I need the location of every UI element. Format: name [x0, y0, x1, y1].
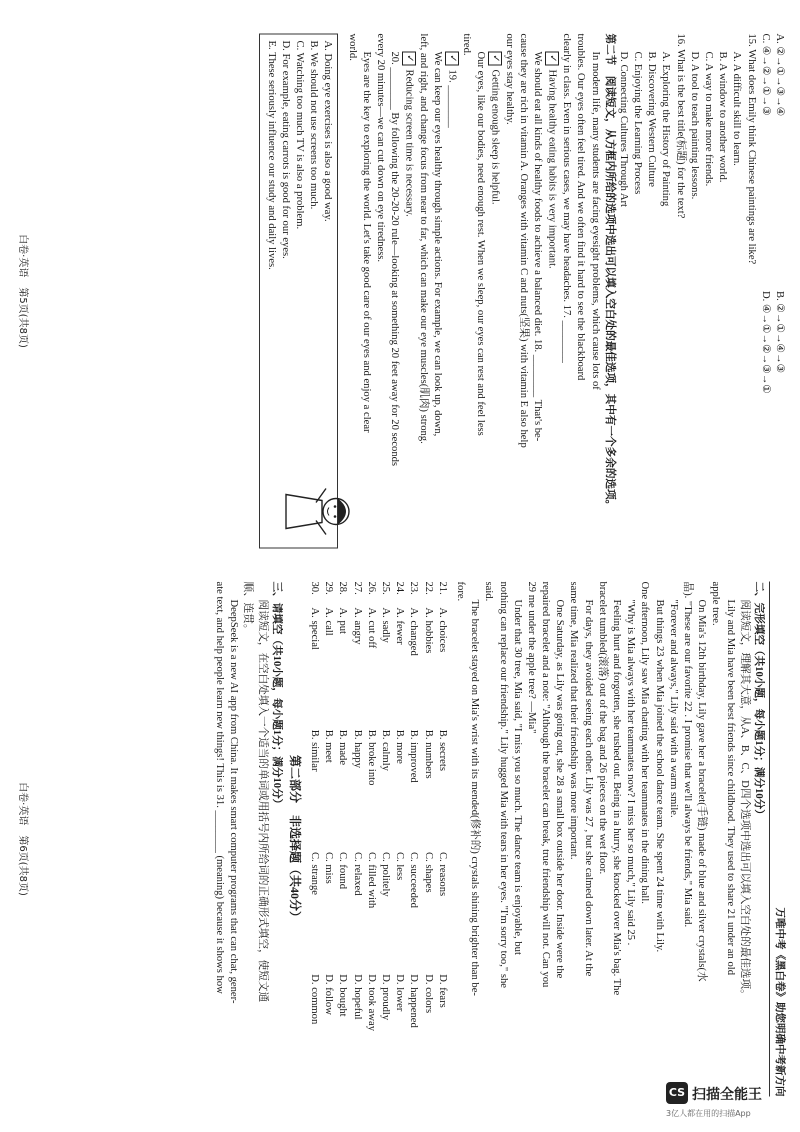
passage-line: We can keep our eyes healthy through simple actions. For example, we can look up, down,: [432, 51, 444, 437]
question-21-options: [435, 582, 449, 1097]
option-a[interactable]: A. special: [309, 607, 321, 650]
passage-line: One Saturday, as Lily was going out, she 28 a small box outside her door. Inside were the: [554, 599, 566, 979]
part-2-heading: 二、完形填空（共10小题，每小题1分；满分10分）: [752, 581, 764, 820]
box-option-c[interactable]: C. Watching too much TV is also a problem.: [294, 40, 306, 230]
option-a[interactable]: A. choices: [436, 607, 448, 653]
question-25-options: [378, 582, 392, 1097]
option-d[interactable]: D. happened: [408, 974, 420, 1028]
option-c[interactable]: C. filled with: [365, 852, 377, 909]
option-d[interactable]: D. follow: [323, 974, 335, 1015]
passage-line: every 20 minutes—we can cut down on eye tiredness.: [375, 33, 386, 263]
option-b[interactable]: B. happy: [351, 729, 363, 769]
passage-line: left, and right, and change focus from near to far, which can make our eye muscles(肌肉) strong.: [418, 33, 429, 444]
passage-line: In modern life, many students are facing eyesight problems, which cause lots of: [589, 51, 601, 390]
q15-stem: 15. What does Emily think Chinese paintings are like?: [745, 33, 757, 265]
option-c[interactable]: C. succeeded: [408, 852, 420, 908]
option-box: [260, 34, 339, 549]
passage-line: nothing can replace our friendship." Lily hugged Mia with tears in her eyes. "I'm sorry too," she: [497, 581, 509, 988]
option-b[interactable]: B. numbers: [422, 729, 434, 779]
cloze-passage: [453, 582, 737, 1097]
option-a[interactable]: A. call: [323, 607, 335, 636]
part-3-instructions: 阅读短文，在空白处填入一个适当的单词或用括号内所给词的正确形式填空，使短文通: [256, 599, 268, 1003]
option-b[interactable]: B. meet: [323, 729, 335, 763]
q16-option-d[interactable]: D. Connecting Cultures Through Art: [617, 51, 629, 207]
passage-line: fore.: [455, 581, 466, 602]
passage-line: bracelet tumbled(滚落) out of the bag and 26 pieces on the wet floor.: [596, 581, 608, 875]
option-c[interactable]: C. relaxed: [351, 852, 363, 896]
question-22-options: [420, 582, 434, 1097]
part-title: 第二部分 非选择题（共40分）: [287, 754, 302, 923]
option-c[interactable]: C. found: [337, 852, 349, 890]
scanner-logo-icon: CS: [666, 1082, 688, 1104]
passage-line: Under that 30 tree, Mia said, "I miss you so much. The dance team is enjoyable, but: [511, 599, 523, 955]
question-number: 24.: [394, 581, 406, 595]
passage-line: 29 me under the apple tree? —Mia": [525, 581, 537, 734]
page-footer: 白卷·英语 第6页(共8页): [17, 782, 29, 896]
question-29-options: [321, 582, 335, 1097]
q16-option-b[interactable]: B. Discovering Western Culture: [646, 51, 658, 187]
passage-line: apple tree.: [710, 581, 722, 626]
option-b[interactable]: B. similar: [309, 729, 321, 772]
check-icon: ✓: [488, 52, 502, 66]
cloze-options: [307, 582, 449, 1097]
option-b[interactable]: B. calmly: [380, 729, 392, 771]
option-a[interactable]: A. sadly: [380, 607, 392, 643]
passage-line: For days, they avoided seeing each other. Lily was 27 , but she calmed down later. At the: [582, 599, 594, 977]
passage-line: 20. ________ By following the 20-20-20 rule—looking at something 20 feet away for 20 seconds: [389, 51, 401, 467]
box-option-d[interactable]: D. For example, eating carrots is good for our eyes.: [279, 40, 291, 259]
option-d[interactable]: D. fears: [436, 974, 448, 1008]
passage-line: Eyes are the key to exploring the world. Let's take good care of our eyes and enjoy a clear: [360, 51, 372, 433]
question-28-options: [335, 582, 349, 1097]
option-a[interactable]: A. hobbies: [422, 607, 434, 654]
part-3-instructions: 顺、连贯。: [242, 581, 254, 635]
page-footer: 白卷·英语 第5页(共8页): [17, 234, 29, 348]
option-c[interactable]: C. politely: [380, 852, 392, 897]
option-d[interactable]: D. hopeful: [351, 974, 363, 1020]
passage-line: We should eat all kinds of healthy foods to achieve a balanced diet. 18. ________ That's be-: [532, 51, 544, 442]
part-3-heading: 三、请填空（共10小题，每小题1分；满分10分）: [270, 581, 282, 810]
option-a[interactable]: A. fewer: [394, 607, 406, 645]
q14-options: [758, 34, 786, 549]
subheading-eating: ✓Having healthy eating habits is very important.: [544, 34, 559, 549]
subheading-19[interactable]: ✓19. ________: [444, 34, 459, 549]
page-6: [0, 568, 800, 1113]
passage-line: Our eyes, like our bodies, need enough rest. When we sleep, our eyes can rest and feel less: [475, 51, 487, 436]
passage-line: The bracelet stayed on Mia's wrist with its mended(修补的) crystals shining brighter than be-: [469, 599, 481, 996]
passage-line: "Forever and always," Lily said with a warm smile.: [667, 599, 679, 818]
passage-line: world.: [346, 33, 358, 61]
passage-line: On Mia's 12th birthday, Lily gave her a bracelet(手链) made of blue and silver crystals(水: [696, 599, 708, 982]
q14-option-d[interactable]: D. ④→①→②→③→①: [759, 291, 771, 394]
passage-line: ate text, and help people learn new things! This is 31. ________ (meaning) because it shows how: [214, 581, 226, 994]
check-icon: ✓: [445, 52, 459, 66]
option-b[interactable]: B. improved: [408, 729, 420, 783]
scanner-logo-name: 扫描全能王: [692, 1087, 762, 1103]
question-26-options: [364, 582, 378, 1097]
passage-line: DeepSeek is a new AI app from China. It makes smart computer programs that can chat, gener-: [228, 599, 240, 1004]
passage-line: clearly in class. Even in serious cases, we may have headaches. 17. ________: [561, 33, 573, 363]
option-a[interactable]: A. changed: [408, 607, 420, 656]
passage-line: our eyes stay healthy.: [504, 33, 515, 125]
box-option-e[interactable]: E. These seriously influence our study and daily lives.: [265, 40, 277, 270]
option-c[interactable]: C. strange: [309, 852, 321, 895]
passage-line: tired.: [461, 33, 472, 56]
passage-line: same time, Mia realized that their friendship was more important.: [568, 581, 580, 860]
question-number: 29.: [323, 581, 335, 595]
passage-line: Lily and Mia have been best friends since childhood. They used to share 21 under an old: [724, 599, 736, 975]
passage-line: troubles. Our eyes often feel tired. And we often find it hard to see the blackboard: [575, 33, 587, 381]
subheading-screen: ✓Reducing screen time is necessary.: [401, 34, 416, 549]
q14-option-c[interactable]: C. ④→②→①→③: [759, 33, 771, 116]
passage-line: cause they are rich in vitamin A. Oranges with vitamin C and nuts(坚果) with vitamin E also help: [518, 33, 530, 448]
passage-line: said.: [483, 581, 495, 602]
q15-option-a[interactable]: A. A difficult skill to learn.: [731, 51, 743, 166]
option-c[interactable]: C. miss: [323, 852, 335, 884]
question-27-options: [350, 582, 364, 1097]
page-header: 万唯中考《黑白卷》助您明确中考新方向: [769, 582, 786, 1097]
option-a[interactable]: A. angry: [351, 607, 363, 645]
option-d[interactable]: D. took away: [365, 974, 377, 1032]
scanner-logo: [666, 1082, 786, 1122]
part-2-instructions: 阅读短文，理解其大意，从A、B、C、D四个选项中选出可以填入空白处的最佳选项。: [738, 599, 750, 1000]
option-d[interactable]: D. colors: [422, 974, 434, 1014]
question-number: 25.: [380, 581, 392, 595]
q14-option-a[interactable]: A. ②→①→③→④: [774, 33, 785, 117]
q15-option-b[interactable]: B. A window to another world.: [717, 51, 729, 183]
option-d[interactable]: D. proudly: [380, 974, 392, 1021]
option-b[interactable]: B. made: [337, 729, 349, 766]
option-a[interactable]: A. cut off: [365, 607, 377, 649]
q14-option-b[interactable]: B. ②→①→④→③: [774, 291, 785, 374]
option-d[interactable]: D. common: [309, 974, 321, 1025]
page-5: [0, 20, 800, 565]
option-c[interactable]: C. reasons: [436, 852, 448, 897]
question-number: 28.: [337, 581, 349, 595]
option-a[interactable]: A. put: [337, 607, 349, 634]
passage-line: One afternoon, Lily saw Mia chatting with her teammates in the dining hall.: [639, 581, 651, 904]
question-number: 27.: [351, 581, 363, 595]
passage-line: repaired bracelet and a note: "Although the bracelet can break, true friendship will not. Can you: [540, 581, 552, 988]
girl-illustration: [282, 481, 356, 543]
scanner-logo-tagline: 3亿人都在用的扫描App: [666, 1109, 751, 1118]
subheading-sleep: ✓Getting enough sleep is helpful.: [487, 34, 502, 549]
option-d[interactable]: D. bought: [337, 974, 349, 1017]
q16-option-a[interactable]: A. Exploring the History of Painting: [660, 51, 672, 207]
option-b[interactable]: B. more: [394, 729, 406, 764]
check-icon: ✓: [402, 52, 416, 66]
option-b[interactable]: B. secrets: [436, 729, 448, 771]
passage-line: Feeling hurt and forgotten, she rushed out. Being in a hurry, she knocked over Mia's bag. The: [611, 599, 623, 996]
option-c[interactable]: C. less: [394, 852, 406, 881]
question-24-options: [392, 582, 406, 1097]
question-number: 26.: [365, 581, 377, 595]
check-icon: ✓: [545, 52, 559, 66]
option-d[interactable]: D. lower: [394, 974, 406, 1012]
question-30-options: [307, 582, 321, 1097]
q16-option-c[interactable]: C. Enjoying the Learning Process: [632, 51, 644, 195]
section-2-title: 第二节 阅读短文，从方框内所给的选项中选出可以填入空白处的最佳选项，其中有一个多余的选项。: [603, 33, 615, 511]
q16-stem: 16. What is the best title(标题) for the text?: [674, 33, 686, 219]
box-option-b[interactable]: B. We should not use screens too much.: [308, 40, 320, 210]
question-number: 21.: [436, 581, 448, 595]
question-number: 22.: [422, 581, 434, 595]
question-number: 23.: [408, 581, 420, 595]
option-b[interactable]: B. broke into: [365, 729, 377, 786]
box-option-a[interactable]: A. Doing eye exercises is also a good way.: [322, 40, 334, 222]
q15-option-c[interactable]: C. A way to make more friends.: [703, 51, 715, 187]
question-number: 30.: [309, 581, 321, 595]
passage-line: But things 23 when Mia joined the school dance team. She spent 24 time with Lily.: [653, 599, 665, 953]
q15-option-d[interactable]: D. A tool to teach painting lessons.: [688, 51, 700, 200]
passage-line: 晶). "These are our favorite 22 . I promise that we'll always be friends," Mia said.: [682, 581, 693, 928]
option-c[interactable]: C. shapes: [422, 852, 434, 893]
passage-line: "Why is Mia always with her teammates now? I miss her so much," Lily said 25 .: [625, 599, 637, 946]
question-23-options: [406, 582, 420, 1097]
